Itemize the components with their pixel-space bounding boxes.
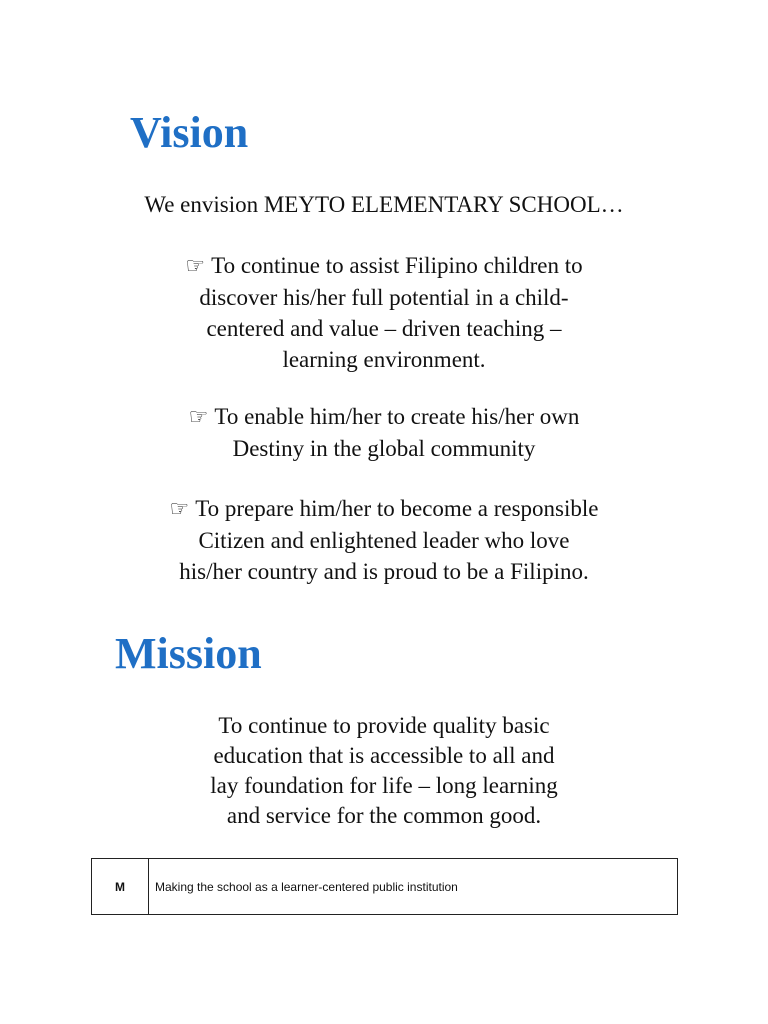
bullet-line bbox=[0, 250, 768, 282]
vision-intro: We envision MEYTO ELEMENTARY SCHOOL… bbox=[144, 192, 624, 217]
vision-bullet-3 bbox=[0, 493, 768, 587]
vision-bullet-1 bbox=[0, 250, 768, 375]
mission-line: lay foundation for life – long learning bbox=[210, 773, 558, 798]
acronym-table bbox=[91, 858, 678, 915]
bullet-line: his/her country and is proud to be a Filipino. bbox=[179, 559, 589, 584]
mission-statement bbox=[0, 711, 768, 831]
bullet-text: To enable him/her to create his/her own bbox=[214, 404, 580, 429]
mission-line: To continue to provide quality basic bbox=[218, 713, 550, 738]
bullet-line bbox=[0, 493, 768, 525]
pointing-hand-icon: ☞ bbox=[185, 254, 206, 279]
bullet-line bbox=[0, 401, 768, 433]
table-row bbox=[92, 859, 678, 915]
bullet-line: Citizen and enlightened leader who love bbox=[198, 528, 570, 553]
bullet-line: Destiny in the global community bbox=[232, 436, 536, 461]
mission-line: and service for the common good. bbox=[226, 803, 542, 828]
acronym-description: Making the school as a learner-centered public institution bbox=[149, 859, 678, 915]
acronym-letter: M bbox=[92, 859, 149, 915]
bullet-text: To prepare him/her to become a responsible bbox=[195, 496, 599, 521]
mission-line: education that is accessible to all and bbox=[213, 743, 555, 768]
pointing-hand-icon: ☞ bbox=[169, 497, 190, 522]
bullet-text: To continue to assist Filipino children to bbox=[211, 253, 583, 278]
bullet-line: discover his/her full potential in a child- bbox=[199, 285, 569, 310]
bullet-line: learning environment. bbox=[282, 347, 486, 372]
vision-heading: Vision bbox=[130, 108, 249, 157]
vision-bullet-2 bbox=[0, 401, 768, 464]
pointing-hand-icon: ☞ bbox=[188, 405, 209, 430]
mission-heading: Mission bbox=[115, 629, 262, 678]
bullet-line: centered and value – driven teaching – bbox=[206, 316, 562, 341]
